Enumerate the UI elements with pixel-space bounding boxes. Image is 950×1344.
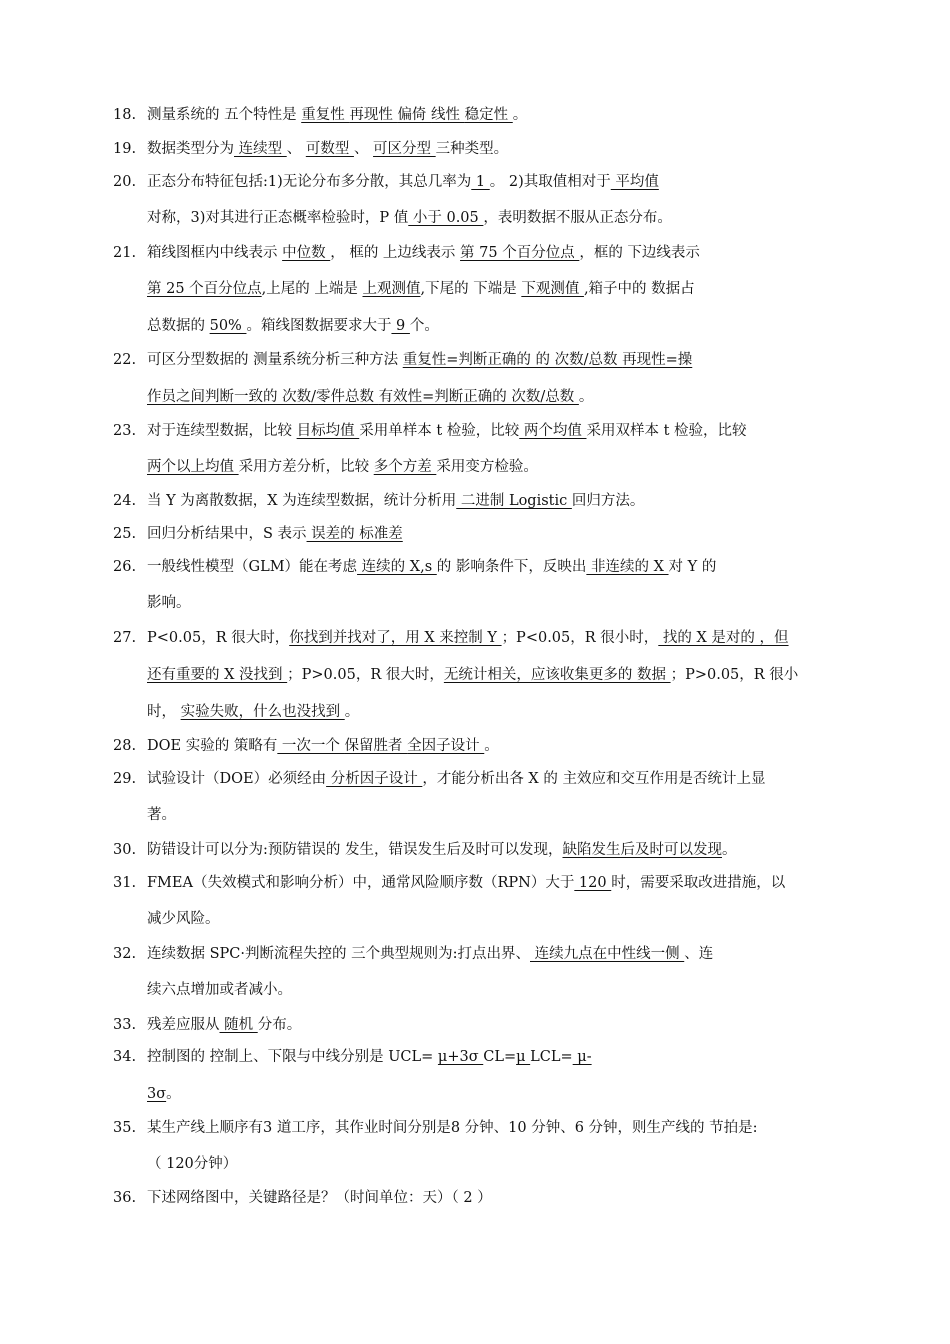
question-number: 30.	[113, 842, 137, 858]
question-text-line: 作员之间判断一致的 次数/零件总数 有效性=判断正确的 次数/总数 。	[147, 389, 594, 405]
question-text-line: 当 Y 为离散数据，X 为连续型数据，统计分析用 二进制 Logistic 回归方法。	[147, 493, 645, 509]
question-text-line: 残差应服从 随机 分布。	[147, 1017, 302, 1033]
question-number: 24.	[113, 493, 137, 509]
question-text-line: 可区分型数据的 测量系统分析三种方法 重复性=判断正确的 的 次数/总数 再现性=操	[147, 352, 693, 368]
question-text-line: FMEA（失效模式和影响分析）中，通常风险顺序数（RPN）大于 120 时，需要采取改进措施，以	[147, 875, 786, 891]
question-text-line: 测量系统的 五个特性是 重复性 再现性 偏倚 线性 稳定性 。	[147, 107, 528, 123]
question-number: 26.	[113, 559, 137, 575]
question-number: 36.	[113, 1190, 137, 1206]
question-text-line: 某生产线上顺序有3 道工序，其作业时间分别是8 分钟、10 分钟、6 分钟，则生产线的 节拍是:	[147, 1120, 758, 1136]
question-text-line: 数据类型分为 连续型 、 可数型 、 可区分型 三种类型。	[147, 141, 509, 157]
question-number: 31.	[113, 875, 137, 891]
question-text-line: 两个以上均值 采用方差分析，比较 多个方差 采用变方检验。	[147, 459, 538, 475]
question-number: 18.	[113, 107, 137, 123]
question-text-line: 总数据的 50% 。箱线图数据要求大于 9 个。	[147, 318, 439, 334]
question-text-line: P<0.05，R 很大时，你找到并找对了，用 X 来控制 Y ；P<0.05，R 很小时， 找的 X 是对的 ，但	[147, 630, 789, 646]
question-text-line: 还有重要的 X 没找到 ；P>0.05，R 很大时，无统计相关，应该收集更多的 数据 ；P>0.05，R 很小	[147, 667, 799, 683]
question-text-line: 续六点增加或者减小。	[147, 982, 292, 998]
question-text-line: 减少风险。	[147, 911, 220, 927]
question-text-line: 箱线图框内中线表示 中位数 ， 框的 上边线表示 第 75 个百分位点 ，框的 下边线表示	[147, 245, 700, 261]
question-number: 23.	[113, 423, 137, 439]
question-number: 33.	[113, 1017, 137, 1033]
question-number: 19.	[113, 141, 137, 157]
question-number: 22.	[113, 352, 137, 368]
question-number: 32.	[113, 946, 137, 962]
question-number: 27.	[113, 630, 137, 646]
question-text-line: DOE 实验的 策略有 一次一个 保留胜者 全因子设计 。	[147, 738, 499, 754]
question-text-line: 防错设计可以分为:预防错误的 发生，错误发生后及时可以发现，缺陷发生后及时可以发现。	[147, 842, 737, 858]
question-number: 25.	[113, 526, 137, 542]
question-number: 29.	[113, 771, 137, 787]
question-text-line: （ 120分钟）	[147, 1156, 238, 1172]
question-number: 28.	[113, 738, 137, 754]
question-text-line: 对称，3)对其进行正态概率检验时，P 值 小于 0.05 ，表明数据不服从正态分布。	[147, 210, 672, 226]
question-text-line: 时， 实验失败，什么也没找到 。	[147, 704, 360, 720]
question-text-line: 影响。	[147, 595, 191, 611]
question-number: 34.	[113, 1049, 137, 1065]
question-text-line: 正态分布特征包括:1)无论分布多分散，其总几率为 1 。 2)其取值相对于 平均值	[147, 174, 659, 190]
question-text-line: 对于连续型数据，比较 目标均值 采用单样本 t 检验，比较 两个均值 采用双样本 t 检验，比较	[147, 423, 747, 439]
question-number: 21.	[113, 245, 137, 261]
question-text-line: 3σ。	[147, 1086, 181, 1102]
question-number: 35.	[113, 1120, 137, 1136]
question-text-line: 著。	[147, 807, 176, 823]
question-text-line: 试验设计（DOE）必须经由 分析因子设计 ，才能分析出各 X 的 主效应和交互作用是否统计上显	[147, 771, 766, 787]
question-text-line: 控制图的 控制上、下限与中线分别是 UCL= μ+3σ CL=μ LCL= μ-	[147, 1049, 592, 1065]
question-text-line: 连续数据 SPC·判断流程失控的 三个典型规则为:打点出界、 连续九点在中性线一侧 、连	[147, 946, 714, 962]
question-text-line: 回归分析结果中，S 表示 误差的 标准差	[147, 526, 403, 542]
question-number: 20.	[113, 174, 137, 190]
question-text-line: 下述网络图中，关键路径是？（时间单位：天）（ 2 ）	[147, 1190, 492, 1206]
question-text-line: 一般线性模型（GLM）能在考虑 连续的 X,s 的 影响条件下，反映出 非连续的 X 对 Y 的	[147, 559, 717, 575]
question-text-line: 第 25 个百分位点,上尾的 上端是 上观测值,下尾的 下端是 下观测值 ,箱子中的 数据占	[147, 281, 695, 297]
